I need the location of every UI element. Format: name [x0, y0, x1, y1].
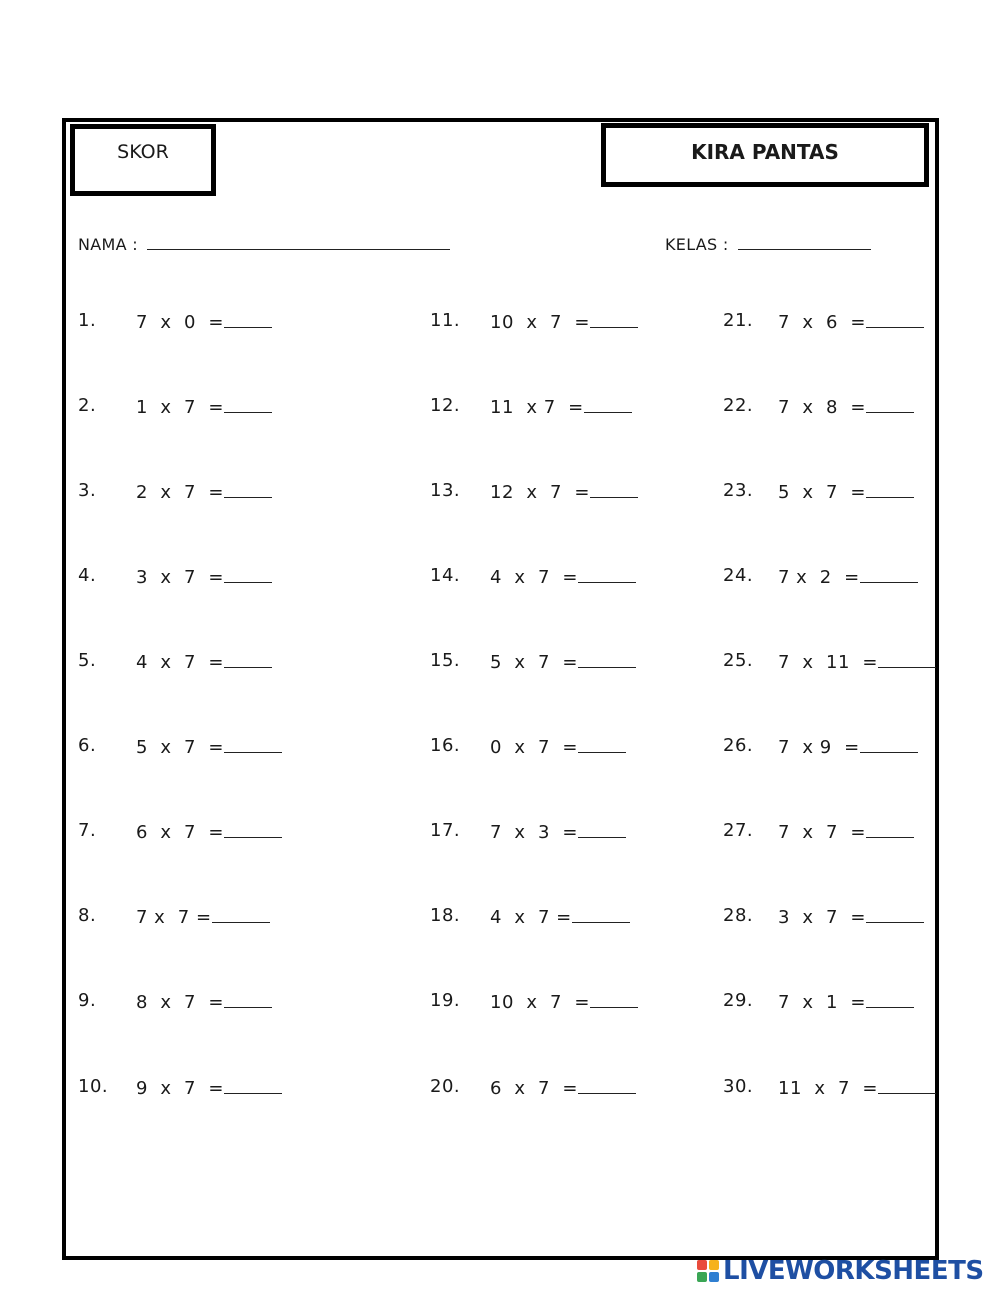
question-number: 30.: [723, 1076, 754, 1097]
expression-text: 0 x 7 =: [490, 737, 578, 758]
question-expression: [778, 394, 914, 420]
question-expression: [778, 309, 924, 335]
answer-blank[interactable]: [224, 819, 282, 838]
worksheet-title: KIRA PANTAS: [691, 140, 839, 164]
question-number: 11.: [430, 310, 461, 331]
question-expression: [136, 989, 272, 1015]
logo-square: [697, 1260, 707, 1270]
question-expression: [490, 394, 632, 420]
expression-text: 4 x 7 =: [490, 907, 572, 928]
answer-blank[interactable]: [224, 309, 272, 328]
expression-text: 11 x 7 =: [490, 397, 584, 418]
expression-text: 4 x 7 =: [136, 652, 224, 673]
expression-text: 7 x 1 =: [778, 992, 866, 1013]
question-number: 9.: [78, 990, 97, 1011]
expression-text: 3 x 7 =: [778, 907, 866, 928]
answer-blank[interactable]: [866, 819, 914, 838]
question-expression: [490, 989, 638, 1015]
question-number: 17.: [430, 820, 461, 841]
answer-blank[interactable]: [866, 904, 924, 923]
question-number: 10.: [78, 1076, 109, 1097]
question-expression: [778, 479, 914, 505]
logo-square: [709, 1272, 719, 1282]
question-expression: [490, 734, 626, 760]
answer-blank[interactable]: [590, 309, 638, 328]
question-expression: [490, 819, 626, 845]
name-input-line[interactable]: [147, 248, 450, 250]
expression-text: 5 x 7 =: [136, 737, 224, 758]
question-number: 3.: [78, 480, 97, 501]
answer-blank[interactable]: [578, 734, 626, 753]
question-number: 16.: [430, 735, 461, 756]
question-expression: [778, 989, 914, 1015]
expression-text: 7 x 7 =: [136, 907, 212, 928]
answer-blank[interactable]: [572, 904, 630, 923]
logo-square: [697, 1272, 707, 1282]
answer-blank[interactable]: [224, 394, 272, 413]
question-expression: [490, 1075, 636, 1101]
question-number: 22.: [723, 395, 754, 416]
answer-blank[interactable]: [866, 309, 924, 328]
class-field: [665, 235, 871, 254]
question-expression: [490, 904, 630, 930]
question-expression: [778, 904, 924, 930]
name-field: [78, 235, 450, 254]
liveworksheets-logo-icon: [697, 1260, 719, 1282]
question-number: 6.: [78, 735, 97, 756]
answer-blank[interactable]: [224, 1075, 282, 1094]
question-expression: [136, 904, 270, 930]
logo-square: [709, 1260, 719, 1270]
expression-text: 1 x 7 =: [136, 397, 224, 418]
question-expression: [136, 394, 272, 420]
question-number: 5.: [78, 650, 97, 671]
question-expression: [778, 564, 918, 590]
question-number: 14.: [430, 565, 461, 586]
answer-blank[interactable]: [578, 649, 636, 668]
answer-blank[interactable]: [866, 989, 914, 1008]
question-expression: [136, 734, 282, 760]
expression-text: 6 x 7 =: [490, 1078, 578, 1099]
brand-name: LIVEWORKSHEETS: [723, 1256, 984, 1286]
question-expression: [490, 309, 638, 335]
question-expression: [778, 649, 936, 675]
question-number: 23.: [723, 480, 754, 501]
answer-blank[interactable]: [860, 564, 918, 583]
answer-blank[interactable]: [578, 819, 626, 838]
expression-text: 7 x 3 =: [490, 822, 578, 843]
answer-blank[interactable]: [224, 479, 272, 498]
question-number: 18.: [430, 905, 461, 926]
question-expression: [490, 479, 638, 505]
expression-text: 11 x 7 =: [778, 1078, 878, 1099]
question-number: 8.: [78, 905, 97, 926]
answer-blank[interactable]: [224, 564, 272, 583]
question-expression: [136, 479, 272, 505]
title-box: [601, 123, 929, 187]
question-number: 13.: [430, 480, 461, 501]
question-expression: [778, 819, 914, 845]
expression-text: 5 x 7 =: [778, 482, 866, 503]
question-number: 27.: [723, 820, 754, 841]
expression-text: 6 x 7 =: [136, 822, 224, 843]
answer-blank[interactable]: [590, 479, 638, 498]
answer-blank[interactable]: [578, 1075, 636, 1094]
answer-blank[interactable]: [224, 734, 282, 753]
question-expression: [136, 649, 272, 675]
expression-text: 7 x 11 =: [778, 652, 878, 673]
question-number: 24.: [723, 565, 754, 586]
score-box: [70, 124, 216, 196]
question-number: 28.: [723, 905, 754, 926]
expression-text: 2 x 7 =: [136, 482, 224, 503]
expression-text: 10 x 7 =: [490, 312, 590, 333]
question-number: 26.: [723, 735, 754, 756]
question-number: 15.: [430, 650, 461, 671]
question-expression: [136, 564, 272, 590]
question-number: 19.: [430, 990, 461, 1011]
footer-brand: [697, 1257, 984, 1285]
question-number: 29.: [723, 990, 754, 1011]
question-number: 1.: [78, 310, 97, 331]
answer-blank[interactable]: [866, 479, 914, 498]
expression-text: 4 x 7 =: [490, 567, 578, 588]
question-expression: [490, 649, 636, 675]
answer-blank[interactable]: [584, 394, 632, 413]
score-label: SKOR: [117, 141, 169, 163]
question-number: 21.: [723, 310, 754, 331]
expression-text: 9 x 7 =: [136, 1078, 224, 1099]
expression-text: 7 x 2 =: [778, 567, 860, 588]
question-expression: [136, 819, 282, 845]
question-number: 7.: [78, 820, 97, 841]
question-expression: [490, 564, 636, 590]
expression-text: 7 x 0 =: [136, 312, 224, 333]
question-number: 25.: [723, 650, 754, 671]
expression-text: 10 x 7 =: [490, 992, 590, 1013]
expression-text: 7 x 8 =: [778, 397, 866, 418]
expression-text: 7 x 7 =: [778, 822, 866, 843]
class-input-line[interactable]: [738, 248, 871, 250]
answer-blank[interactable]: [590, 989, 638, 1008]
answer-blank[interactable]: [224, 989, 272, 1008]
answer-blank[interactable]: [212, 904, 270, 923]
question-expression: [778, 1075, 936, 1101]
answer-blank[interactable]: [866, 394, 914, 413]
question-number: 4.: [78, 565, 97, 586]
class-label: KELAS :: [665, 235, 729, 254]
question-number: 20.: [430, 1076, 461, 1097]
answer-blank[interactable]: [878, 649, 936, 668]
expression-text: 3 x 7 =: [136, 567, 224, 588]
expression-text: 5 x 7 =: [490, 652, 578, 673]
answer-blank[interactable]: [224, 649, 272, 668]
expression-text: 8 x 7 =: [136, 992, 224, 1013]
answer-blank[interactable]: [860, 734, 918, 753]
question-expression: [136, 309, 272, 335]
expression-text: 7 x 6 =: [778, 312, 866, 333]
answer-blank[interactable]: [578, 564, 636, 583]
name-label: NAMA :: [78, 235, 138, 254]
question-expression: [136, 1075, 282, 1101]
question-number: 12.: [430, 395, 461, 416]
expression-text: 12 x 7 =: [490, 482, 590, 503]
question-expression: [778, 734, 918, 760]
expression-text: 7 x 9 =: [778, 737, 860, 758]
answer-blank[interactable]: [878, 1075, 936, 1094]
question-number: 2.: [78, 395, 97, 416]
